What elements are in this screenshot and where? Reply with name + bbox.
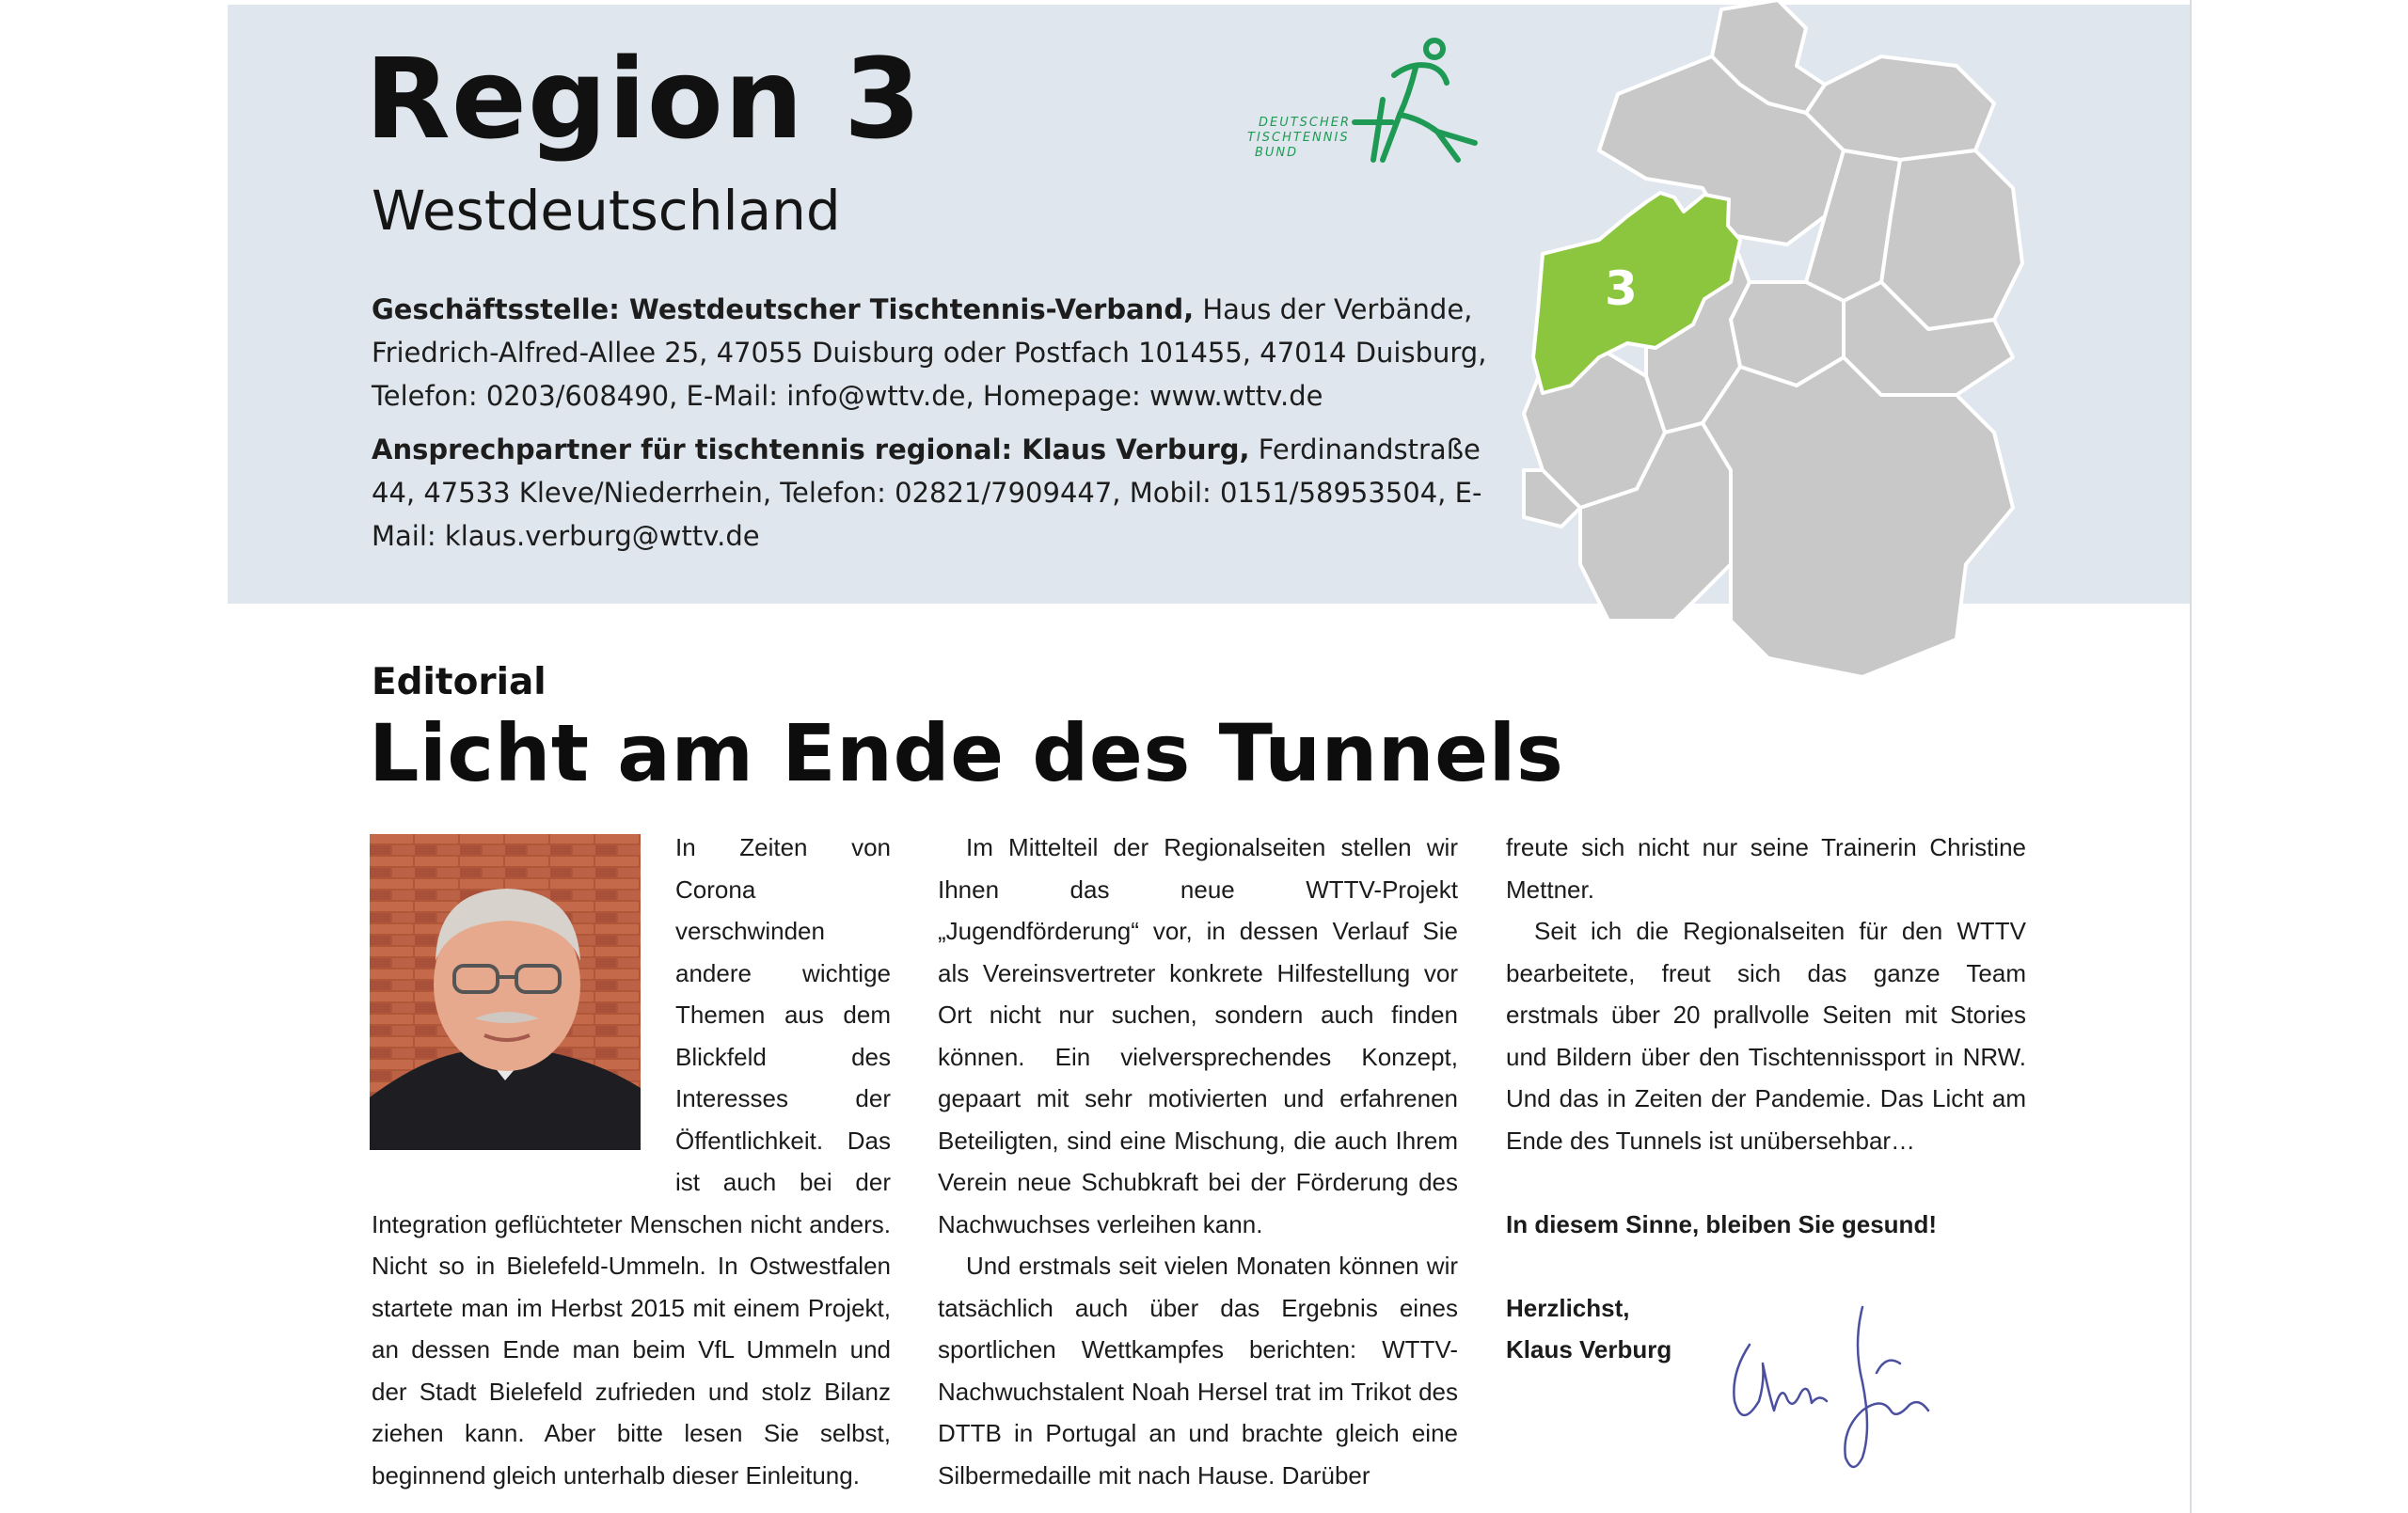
office-contact: [372, 288, 1500, 418]
logo-text-3: BUND: [1255, 146, 1299, 160]
office-label: Geschäftsstelle: Westdeutscher Tischtennis-Verband,: [372, 293, 1195, 325]
germany-map: [1486, 0, 2088, 696]
region-subtitle: Westdeutschland: [372, 179, 841, 243]
regional-contact: [372, 428, 1500, 558]
editorial-kicker: Editorial: [372, 661, 547, 703]
page-edge: [2190, 0, 2192, 1513]
portrait-float-space: [372, 827, 675, 1179]
closing-line: In diesem Sinne, bleiben Sie gesund!: [1506, 1209, 1937, 1238]
logo-text-1: DEUTSCHER: [1259, 116, 1352, 130]
column-3-paragraph-1: freute sich nicht nur seine Trainerin Christine Mettner.: [1506, 833, 2026, 904]
region-title: Region 3: [365, 34, 923, 164]
dttb-logo: [1242, 28, 1486, 169]
handwritten-signature: [1721, 1288, 1947, 1476]
germany-map-svg: [1486, 0, 2088, 696]
article-column-1: [372, 827, 891, 1496]
logo-text-2: TISCHTENNIS: [1247, 131, 1350, 145]
column-3-paragraph-2: Seit ich die Regionalseiten für den WTTV bearbeitete, freut sich das ganze Team erstmals über 20 prallvolle Seiten mit Stories und Bildern über den Tischtennissport in NRW. Und das in Zeiten der Pandemie. Das Licht am Ende des Tunnels ist unübersehbar…: [1506, 917, 2026, 1155]
office-text: Haus der Verbände, Friedrich-Alfred-Allee 25, 47055 Duisburg oder Postfach 101455, 47014 Duisburg, Telefon: 0203/608490, E-Mail: info@wttv.de, Homepage: www.wttv.de: [372, 293, 1487, 412]
column-2-paragraph-2: Und erstmals seit vielen Monaten können wir tatsächlich auch über das Ergebnis eines sportlichen Wettkampfes berichten: WTTV-Nachwuchstalent Noah Hersel trat im Trikot des DTTB in Portugal an und brachte gleich eine Silbermedaille mit nach Hause. Darüber: [938, 1252, 1458, 1489]
signoff-greeting: Herzlichst,: [1506, 1293, 1630, 1322]
signoff-author: Klaus Verburg: [1506, 1335, 1672, 1363]
contact-label: Ansprechpartner für tischtennis regional: Klaus Verburg,: [372, 433, 1250, 465]
article-column-2: [938, 827, 1458, 1496]
map-state-bavaria: [1703, 357, 2013, 677]
column-1-text: In Zeiten von Corona verschwinden andere wichtige Themen aus dem Blickfeld des Interesses der Öffentlichkeit. Das ist auch bei der Integration geflüchteter Menschen nicht anders. Nicht so in Bielefeld-Ummeln. In Ostwestfalen startete man im Herbst 2015 mit einem Projekt, an dessen Ende man beim VfL Ummeln und der Stadt Bielefeld zufrieden und stolz Bilanz ziehen kann. Aber bitte lesen Sie selbst, beginnend gleich unterhalb dieser Einleitung.: [372, 833, 891, 1489]
article-headline: Licht am Ende des Tunnels: [369, 707, 1564, 799]
map-region-number: 3: [1605, 261, 1638, 316]
column-2-paragraph-1: Im Mittelteil der Regionalseiten stellen wir Ihnen das neue WTTV-Projekt „Jugendförderung“ vor, in dessen Verlauf Sie als Vereinsvertreter konkrete Hilfestellung vor Ort nicht nur suchen, sondern auch finden können. Ein vielversprechendes Konzept, gepaart mit sehr motivierten und erfahrenen Beteiligten, sind eine Mischung, die auch Ihrem Verein neue Schubkraft bei der Förderung des Nachwuchses verleihen kann.: [938, 833, 1458, 1238]
contact-text: Ferdinandstraße 44, 47533 Kleve/Niederrhein, Telefon: 02821/7909447, Mobil: 0151/58953504, E-Mail: klaus.verburg@wttv.de: [372, 433, 1482, 552]
signature-image: [1721, 1288, 1947, 1476]
